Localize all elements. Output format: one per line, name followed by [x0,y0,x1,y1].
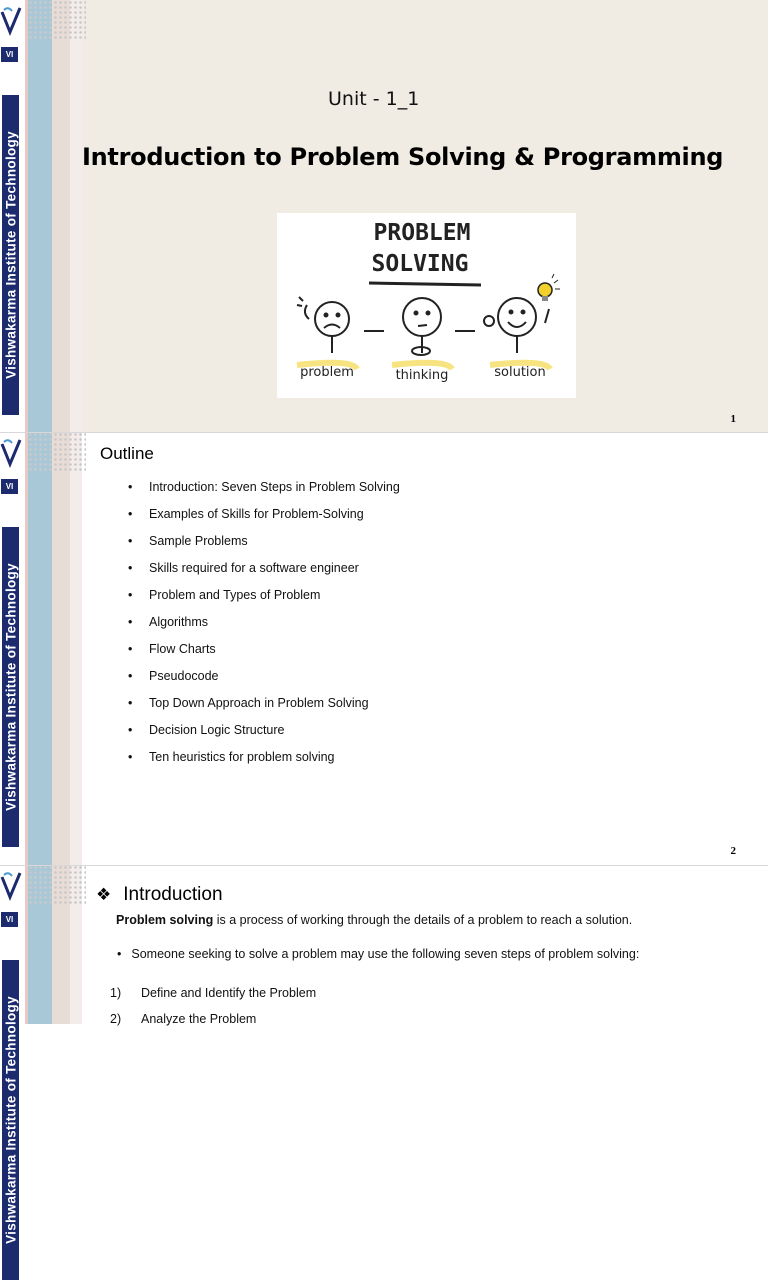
institute-logo-icon [0,438,22,468]
definition-rest: is a process of working through the details of a problem to reach a solution. [213,913,633,927]
definition-text [116,913,632,927]
illustration-heading-1: PROBLEM [373,220,471,246]
caption-problem: problem [300,365,354,380]
page-number: 2 [730,845,736,857]
intro-bullet: • Someone seeking to solve a problem may use the following seven steps of problem solving: [117,947,640,961]
outline-list [128,479,400,776]
institute-name-band [2,527,19,847]
brand-strip [0,865,86,1244]
unit-label: Unit - 1_1 [328,88,420,110]
institute-name: Vishwakarma Institute of Technology [3,996,18,1244]
outline-item: • Introduction: Seven Steps in Problem Solving [128,479,400,506]
outline-item: • Flow Charts [128,641,400,668]
step-number: 2) [110,1012,122,1026]
vi-badge: VI [1,479,18,494]
step-text: Analyze the Problem [141,1012,257,1026]
dot-pattern [28,432,86,472]
definition-term: Problem solving [116,913,214,927]
problem-solving-illustration [277,213,576,398]
slide-divider [0,865,768,866]
intro-bullet-text: Someone seeking to solve a problem may use the following seven steps of problem solving: [131,947,640,961]
step-number: 1) [110,986,122,1000]
institute-name: Vishwakarma Institute of Technology [3,131,18,379]
intro-heading [96,884,223,906]
outline-title: Outline [100,444,154,463]
slide-2 [0,432,768,865]
diamond-bullet-icon: ❖ [96,885,112,904]
slide-divider [0,432,768,433]
institute-name: Vishwakarma Institute of Technology [3,563,18,811]
outline-item: • Examples of Skills for Problem-Solving [128,506,400,533]
outline-item: • Skills required for a software engineer [128,560,400,587]
vi-badge: VI [1,47,18,62]
vi-badge: VI [1,912,18,927]
dot-pattern [28,0,86,40]
institute-name-band [2,95,19,415]
dot-pattern [28,865,86,905]
illustration-heading-2: SOLVING [371,251,469,277]
outline-item: • Decision Logic Structure [128,722,400,749]
outline-item: • Algorithms [128,614,400,641]
institute-name-band [2,960,19,1280]
slide-3 [0,865,768,1244]
brand-strip [0,432,86,865]
step-item [110,1012,316,1038]
intro-heading-text: Introduction [123,884,223,905]
steps-list [110,986,316,1038]
caption-thinking: thinking [395,368,449,383]
outline-item: • Pseudocode [128,668,400,695]
slide-title: Introduction to Problem Solving & Programming [82,143,724,171]
outline-item: • Problem and Types of Problem [128,587,400,614]
outline-item: • Top Down Approach in Problem Solving [128,695,400,722]
step-item [110,986,316,1012]
outline-item: • Sample Problems [128,533,400,560]
page-number: 1 [730,413,736,425]
institute-logo-icon [0,871,22,901]
brand-strip [0,0,86,432]
caption-solution: solution [494,365,546,380]
slide-1 [0,0,768,432]
step-text: Define and Identify the Problem [141,986,317,1000]
outline-item: • Ten heuristics for problem solving [128,749,400,776]
institute-logo-icon [0,6,22,36]
